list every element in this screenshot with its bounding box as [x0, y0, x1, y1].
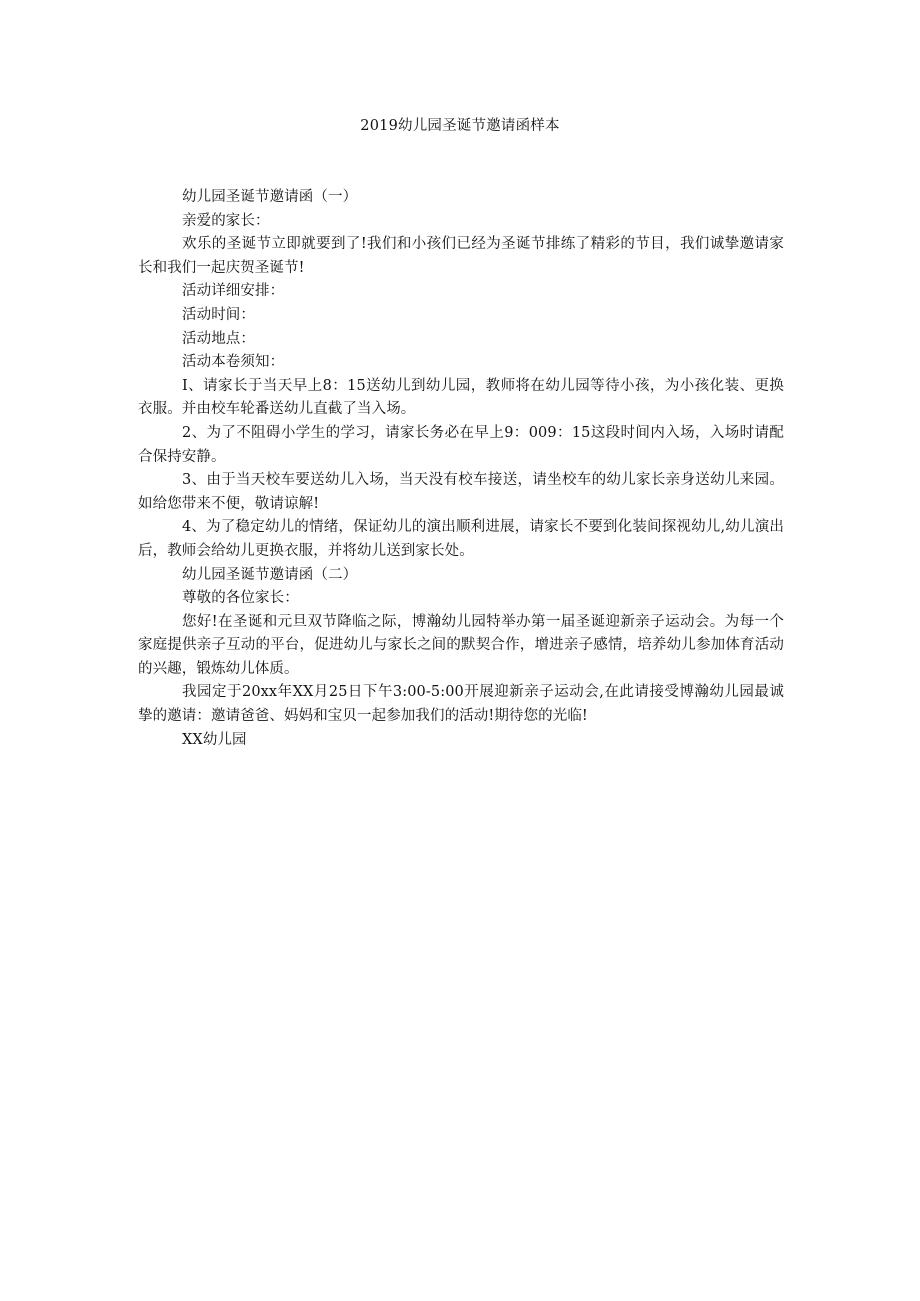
schedule-heading: 活动详细安排： — [182, 283, 285, 300]
notice-item-4: 4、为了稳定幼儿的情绪，保证幼儿的演出顺利进展，请家长不要到化装间探视幼儿,幼儿演出后，教师会给幼儿更换衣服，并将幼儿送到家长处。 — [138, 519, 784, 559]
event-location-label: 活动地点： — [182, 330, 255, 347]
paragraph-greeting: 您好!在圣诞和元旦双节降临之际，博瀚幼儿园特举办第一届圣诞迎新亲子运动会。为每一个家庭提供亲子互动的平台，促进幼儿与家长之间的默契合作，增进亲子感情，培养幼儿参加体育活动的兴趣，锻炼幼儿体质。 — [138, 613, 784, 677]
paragraph-invitation: 我园定于20xx年XX月25日下午3:00-5:00开展迎新亲子运动会,在此请接受博瀚幼儿园最诚挚的邀请：邀请爸爸、妈妈和宝贝一起参加我们的活动!期待您的光临! — [138, 684, 784, 725]
section-heading-two: 幼儿园圣诞节邀请函（二） — [182, 566, 358, 583]
document-body — [138, 186, 784, 752]
notice-item-1: I、请家长于当天早上8：15送幼儿到幼儿园，教师将在幼儿园等待小孩，为小孩化装、更换衣服。并由校车轮番送幼儿直截了当入场。 — [138, 377, 784, 418]
salutation-one: 亲爱的家长： — [182, 212, 270, 229]
notice-item-3: 3、由于当天校车要送幼儿入场，当天没有校车接送，请坐校车的幼儿家长亲身送幼儿来园。如给您带来不便，敬请谅解! — [138, 472, 784, 512]
salutation-two: 尊敬的各位家长： — [182, 590, 299, 607]
document-title: 2019幼儿园圣诞节邀请函样本 — [360, 118, 560, 134]
signature: XX幼儿园 — [182, 731, 247, 748]
paragraph-intro: 欢乐的圣诞节立即就要到了!我们和小孩们已经为圣诞节排练了精彩的节目，我们诚挚邀请家长和我们一起庆贺圣诞节! — [138, 236, 784, 276]
section-heading-one: 幼儿园圣诞节邀请函（一） — [182, 189, 358, 205]
event-time-label: 活动时间： — [182, 306, 255, 323]
notice-heading: 活动本卷须知： — [182, 354, 285, 371]
notice-item-2: 2、为了不阻碍小学生的学习，请家长务必在早上9：009：15这段时间内入场，入场时请配合保持安静。 — [138, 424, 784, 465]
